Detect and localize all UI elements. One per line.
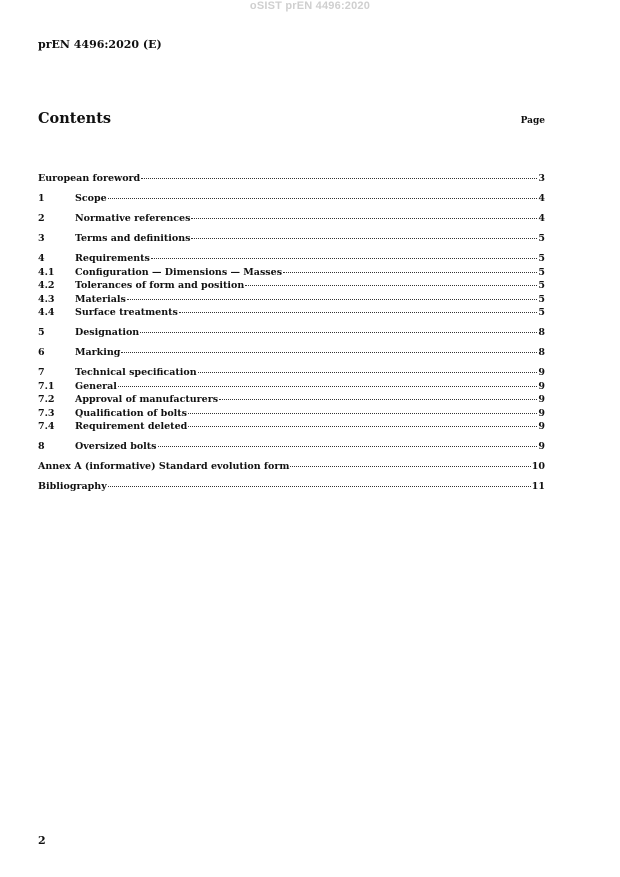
toc-entry-number: 4.3 [38, 293, 55, 305]
toc-entry-title: Tolerances of form and position [75, 280, 245, 291]
toc-entry-number: 7.1 [38, 380, 55, 392]
toc-entry-title: Bibliography [38, 481, 107, 492]
toc-entry-page: 9 [538, 407, 545, 419]
toc-entry-page: 9 [538, 367, 545, 378]
toc-dot-leader [141, 177, 537, 179]
toc-dot-leader [108, 485, 531, 487]
toc-entry-number: 4.1 [38, 266, 55, 278]
toc-entry[interactable] [38, 293, 545, 307]
toc-entry-title: Qualification of bolts [75, 407, 188, 419]
toc-entry[interactable] [38, 480, 545, 494]
toc-entry-title: Technical specification [75, 367, 197, 378]
toc-entry-number: 3 [38, 233, 45, 244]
toc-entry-number: 6 [38, 347, 45, 358]
toc-entry[interactable] [38, 306, 545, 320]
toc-entry-number: 5 [38, 327, 45, 338]
toc-entry-page: 8 [538, 327, 545, 338]
toc-entry-page: 5 [538, 293, 545, 305]
toc-dot-leader [108, 197, 538, 199]
toc-entry-title: Normative references [75, 213, 191, 224]
toc-entry[interactable] [38, 407, 545, 421]
toc-entry-number: 8 [38, 441, 45, 452]
toc-entry-title: Terms and definitions [75, 233, 191, 244]
toc-dot-leader [179, 311, 538, 313]
toc-entry[interactable] [38, 393, 545, 407]
toc-entry[interactable] [38, 366, 545, 380]
toc-entry-title: Oversized bolts [75, 441, 157, 452]
toc-dot-leader [198, 371, 538, 373]
toc-dot-leader [118, 385, 537, 387]
toc-entry-title: Approval of manufacturers [75, 394, 219, 405]
toc-dot-leader [151, 257, 537, 259]
toc-dot-leader [188, 412, 537, 414]
toc-dot-leader [188, 425, 537, 427]
toc-entry-number: 4 [38, 253, 45, 264]
toc-entry-title: Requirement deleted [75, 421, 188, 432]
toc-entry-page: 4 [538, 213, 545, 224]
toc-entry[interactable] [38, 266, 545, 280]
toc-dot-leader [245, 284, 537, 286]
toc-entry-page: 8 [538, 347, 545, 358]
toc-entry-title: Designation [75, 327, 140, 338]
toc-entry[interactable] [38, 326, 545, 340]
document-id: prEN 4496:2020 (E) [38, 38, 162, 51]
toc-entry-page: 9 [538, 441, 545, 452]
toc-entry-number: 1 [38, 193, 45, 204]
toc-dot-leader [283, 271, 537, 273]
toc-entry-page: 5 [538, 280, 545, 291]
toc-entry-number: 7.3 [38, 407, 55, 419]
toc-entry-number: 4.4 [38, 307, 55, 318]
toc-entry-page: 4 [538, 193, 545, 204]
toc-entry-title: European foreword [38, 173, 141, 184]
toc-entry-page: 5 [538, 253, 545, 264]
toc-entry-title: Configuration — Dimensions — Masses [75, 266, 283, 278]
toc-entry-number: 2 [38, 213, 45, 224]
toc-entry-number: 4.2 [38, 280, 55, 291]
toc-entry[interactable] [38, 380, 545, 394]
toc-entry-page: 5 [538, 266, 545, 278]
toc-entry-page: 3 [538, 173, 545, 184]
toc-dot-leader [121, 351, 537, 353]
toc-entry-title: Scope [75, 193, 107, 204]
toc-entry-page: 10 [531, 461, 545, 472]
toc-entry[interactable] [38, 346, 545, 360]
toc-dot-leader [191, 237, 537, 239]
toc-entry-number: 7 [38, 367, 45, 378]
toc-entry[interactable] [38, 252, 545, 266]
toc-entry[interactable] [38, 192, 545, 206]
toc-entry-page: 11 [531, 481, 545, 492]
toc-entry-page: 5 [538, 307, 545, 318]
toc-entry-page: 9 [538, 394, 545, 405]
toc-dot-leader [290, 465, 530, 467]
toc-entry-page: 5 [538, 233, 545, 244]
toc-dot-leader [191, 217, 537, 219]
toc-entry-number: 7.2 [38, 394, 55, 405]
toc-entry[interactable] [38, 440, 545, 454]
toc-entry-number: 7.4 [38, 421, 55, 432]
toc-entry-title: Surface treatments [75, 307, 178, 318]
toc-entry-title: Requirements [75, 253, 150, 264]
toc-entry[interactable] [38, 420, 545, 434]
toc-dot-leader [219, 398, 537, 400]
toc-entry-title: Materials [75, 293, 126, 305]
page-column-label: Page [520, 116, 545, 126]
toc-entry[interactable] [38, 232, 545, 246]
toc-dot-leader [140, 331, 537, 333]
toc-entry-page: 9 [538, 380, 545, 392]
toc-entry[interactable] [38, 279, 545, 293]
toc-entry-page: 9 [538, 421, 545, 432]
table-of-contents [38, 172, 545, 494]
toc-dot-leader [158, 445, 538, 447]
contents-heading: Contents [38, 110, 112, 127]
footer-page-number: 2 [38, 834, 46, 847]
toc-entry[interactable] [38, 212, 545, 226]
toc-entry-title: Marking [75, 347, 121, 358]
toc-entry-title: General [75, 380, 117, 392]
toc-entry-title: Annex A (informative) Standard evolution form [38, 461, 290, 472]
toc-entry[interactable] [38, 172, 545, 186]
toc-entry[interactable] [38, 460, 545, 474]
watermark: oSIST prEN 4496:2020 [249, 0, 371, 12]
toc-dot-leader [127, 298, 538, 300]
